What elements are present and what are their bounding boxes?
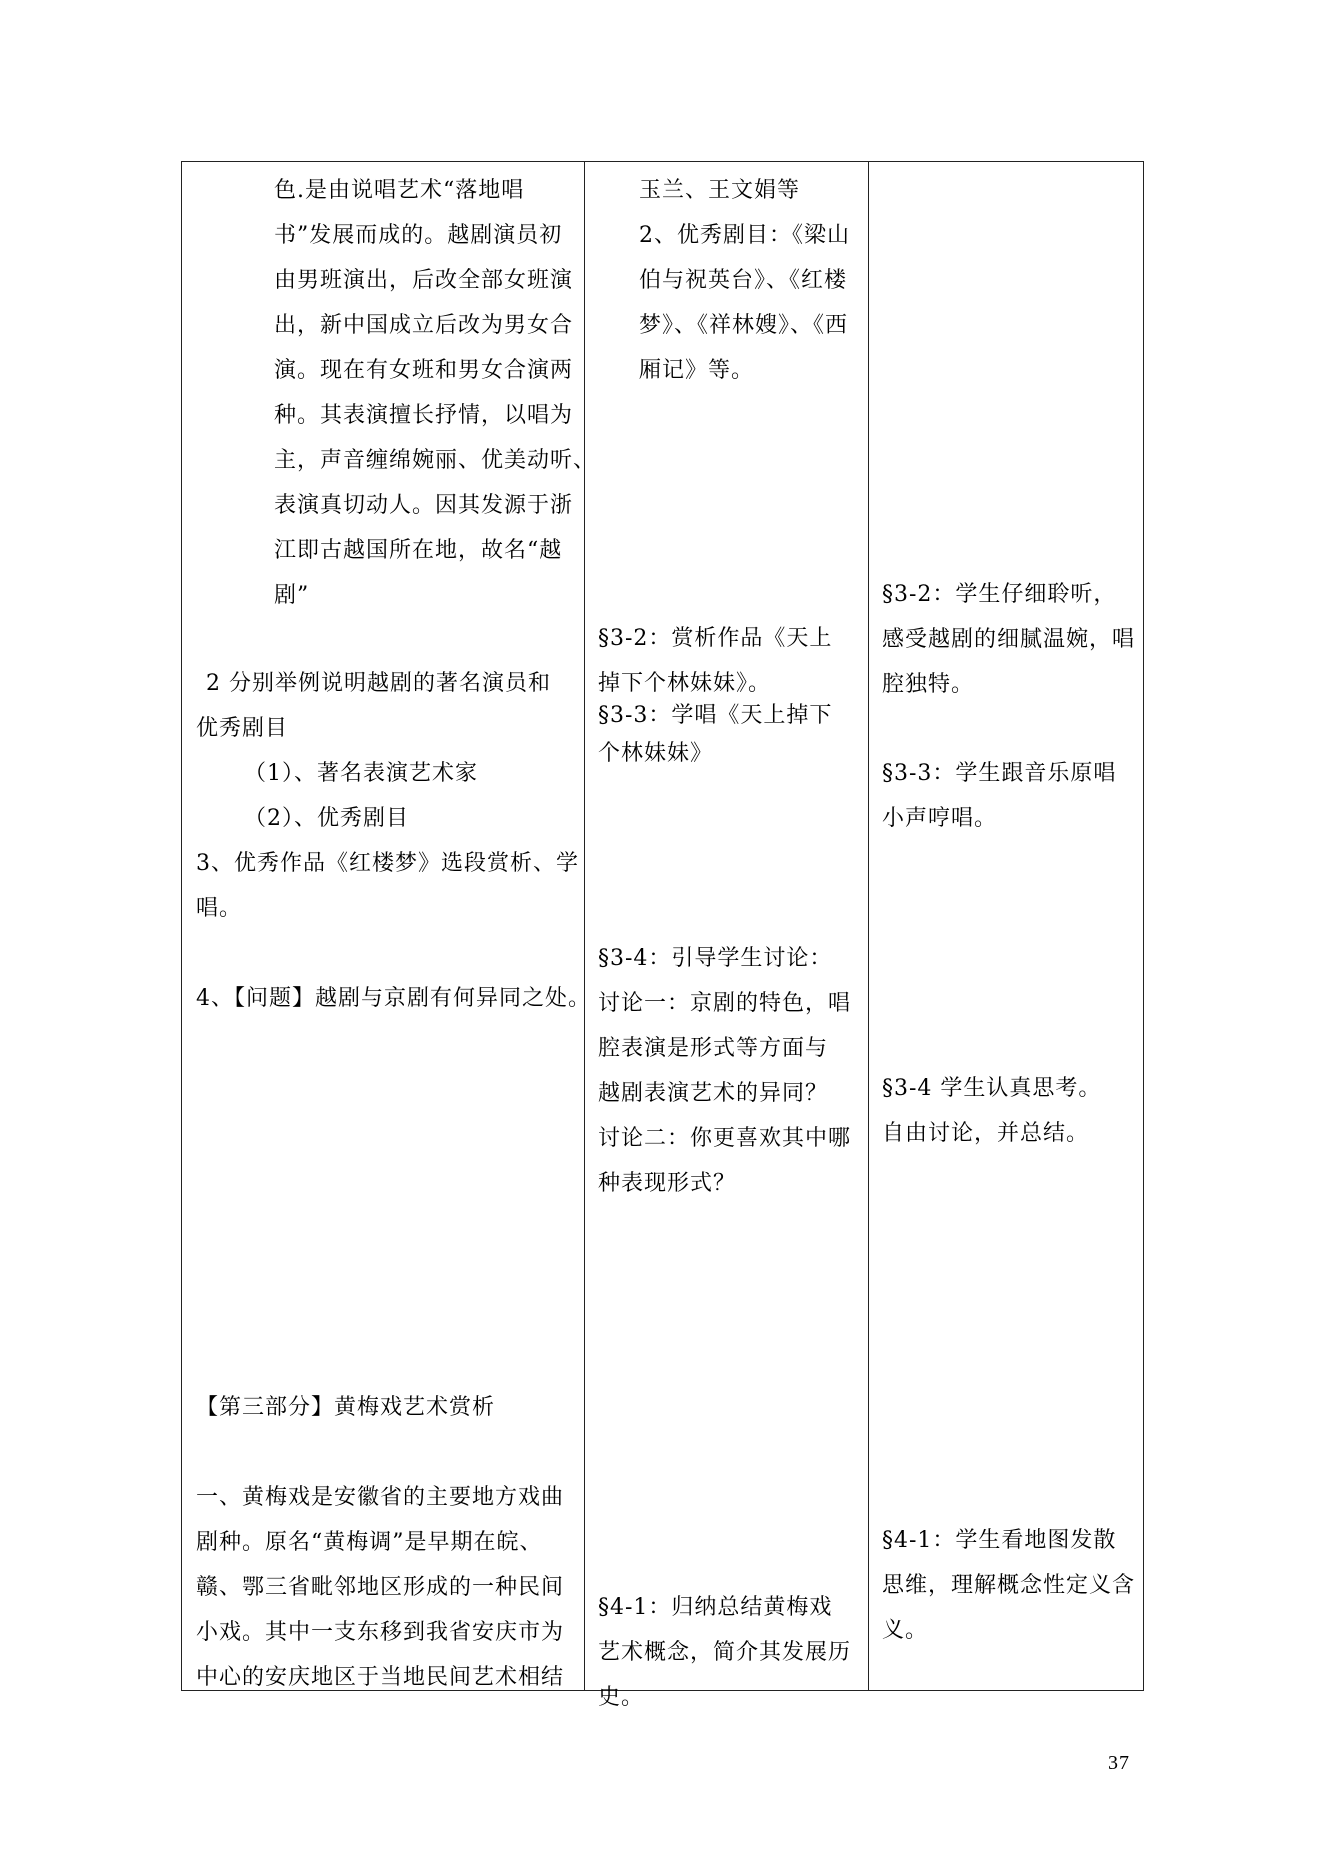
text-line: 自由讨论，并总结。 (882, 1121, 1090, 1146)
text-line: 厢记》等。 (639, 358, 755, 383)
text-line: 腔表演是形式等方面与 (598, 1036, 829, 1061)
text-line: 越剧表演艺术的异同？ (598, 1081, 829, 1106)
text-line: 唱。 (196, 896, 243, 921)
actors-continued: 玉兰、王文娟等 (639, 178, 801, 203)
page-number: 37 (1108, 1752, 1130, 1774)
text-line: §3-2：赏析作品《天上 (598, 626, 833, 651)
item-4-question: 4、【问题】越剧与京剧有何异同之处。 (196, 986, 591, 1011)
text-line: §3-3：学唱《天上掉下 (598, 703, 833, 728)
item-3-hongloumeng (196, 841, 579, 931)
text-line: 剧” (274, 583, 310, 608)
text-line: 讨论一：京剧的特色，唱 (598, 991, 852, 1016)
text-line: 义。 (882, 1618, 929, 1643)
student-step-3-3 (882, 751, 1116, 841)
text-line: 史。 (598, 1685, 645, 1710)
text-line: 色.是由说唱艺术“落地唱 (274, 178, 525, 203)
text-line: 腔独特。 (882, 672, 975, 697)
text-line: 种表现形式？ (598, 1171, 737, 1196)
text-line: 伯与祝英台》、《红楼 (639, 268, 848, 293)
student-step-3-2 (882, 572, 1135, 707)
item-2-famous-actors-and-plays (196, 661, 551, 841)
text-line: 出，新中国成立后改为男女合 (274, 313, 574, 338)
text-line: 小戏。其中一支东移到我省安庆市为 (196, 1620, 565, 1645)
text-line: §3-3：学生跟音乐原唱 (882, 761, 1117, 786)
text-line: 江即古越国所在地，故名“越 (274, 538, 563, 563)
text-line: 3、优秀作品《红楼梦》选段赏析、学 (196, 851, 579, 876)
text-line: 讨论二：你更喜欢其中哪 (598, 1126, 852, 1151)
student-step-4-1 (882, 1518, 1135, 1653)
text-line: §4-1：学生看地图发散 (882, 1528, 1117, 1553)
text-line: 一、黄梅戏是安徽省的主要地方戏曲 (196, 1485, 565, 1510)
text-line: 赣、鄂三省毗邻地区形成的一种民间 (196, 1575, 565, 1600)
text-line: 由男班演出，后改全部女班演 (274, 268, 574, 293)
text-line: 主，声音缠绵婉丽、优美动听、 (274, 448, 597, 473)
huangmei-intro (196, 1475, 564, 1700)
text-line: 中心的安庆地区于当地民间艺术相结 (196, 1665, 565, 1690)
text-line: 掉下个林妹妹》。 (598, 671, 772, 696)
yueju-intro (274, 168, 596, 618)
teacher-step-3-3 (598, 697, 832, 773)
teacher-step-4-1 (598, 1585, 851, 1720)
text-line: 梦》、《祥林嫂》、《西 (639, 313, 849, 338)
text-line: 个林妹妹》 (598, 741, 714, 766)
text-line: 种。其表演擅长抒情，以唱为 (274, 403, 574, 428)
text-line: §3-2：学生仔细聆听， (882, 582, 1117, 607)
sub-item-famous-plays: （2）、优秀剧目 (244, 806, 409, 831)
text-line: 书”发展而成的。越剧演员初 (274, 223, 563, 248)
text-line: 2、优秀剧目：《梁山 (639, 223, 850, 248)
text-line: 剧种。原名“黄梅调”是早期在皖、 (196, 1530, 543, 1555)
text-line: 感受越剧的细腻温婉，唱 (882, 627, 1136, 652)
column-divider-2 (868, 162, 869, 1690)
text-line: 表演真切动人。因其发源于浙 (274, 493, 574, 518)
teacher-step-3-4 (598, 936, 851, 1206)
text-line: §3-4 学生认真思考。 (882, 1076, 1102, 1101)
text-line: 小声哼唱。 (882, 806, 998, 831)
text-line: 演。现在有女班和男女合演两 (274, 358, 574, 383)
text-line: §4-1：归纳总结黄梅戏 (598, 1595, 833, 1620)
teacher-step-3-2 (598, 616, 832, 706)
text-line: 思维，理解概念性定义含 (882, 1573, 1136, 1598)
text-line: §3-4：引导学生讨论： (598, 946, 833, 971)
sub-item-famous-artists: （1）、著名表演艺术家 (244, 761, 478, 786)
excellent-plays (639, 213, 850, 393)
text-line: 艺术概念，简介其发展历 (598, 1640, 852, 1665)
student-step-3-4 (882, 1066, 1101, 1156)
text-line: 优秀剧目 (196, 716, 289, 741)
text-line: 2 分别举例说明越剧的著名演员和 (206, 671, 551, 696)
part-3-heading: 【第三部分】黄梅戏艺术赏析 (196, 1395, 496, 1420)
